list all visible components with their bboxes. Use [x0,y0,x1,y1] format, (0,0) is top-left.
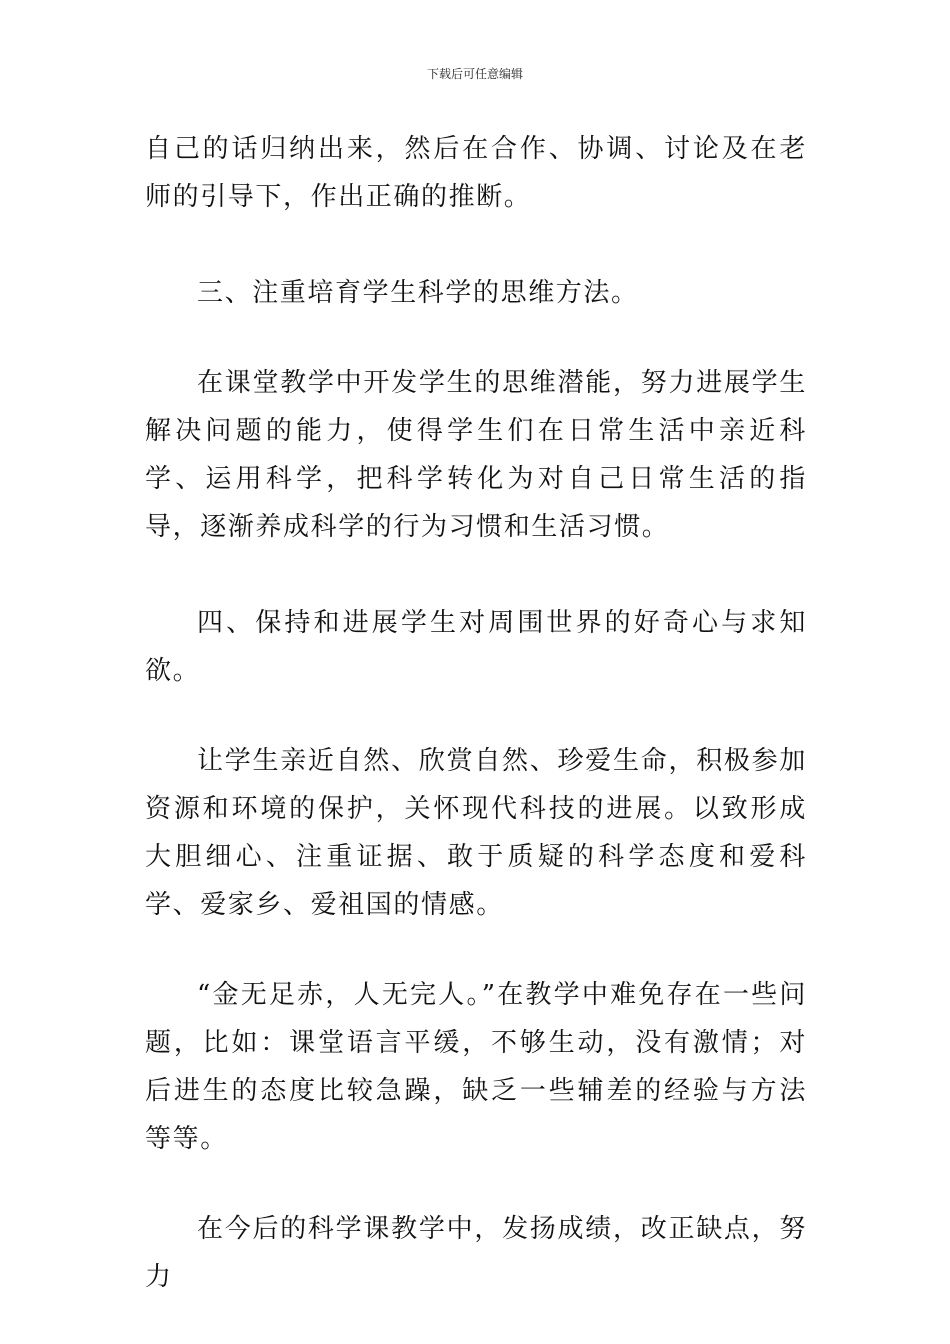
page-header: 下载后可任意编辑 [426,67,523,81]
paragraph-spacer [145,695,807,737]
paragraph-spacer [145,317,807,359]
section-heading-3: 三、注重培育学生科学的思维方法。 [197,278,639,308]
paragraph-spacer [145,929,807,971]
paragraph-shortcomings: “金无足赤，人无完人。”在教学中难免存在一些问题，比如：课堂语言平缓，不够生动，没有激情；对后进生的态度比较急躁，缺乏一些辅差的经验与方法等等。 [145,980,807,1154]
paragraph-future-plan: 在今后的科学课教学中，发扬成绩，改正缺点，努力 [145,1214,807,1292]
section-heading-4: 四、保持和进展学生对周围世界的好奇心与求知欲。 [145,608,807,686]
paragraph-spacer [145,1163,807,1205]
paragraph-spacer [145,551,807,599]
paragraph-curiosity: 让学生亲近自然、欣赏自然、珍爱生命，积极参加资源和环境的保护，关怀现代科技的进展。以致形成大胆细心、注重证据、敢于质疑的科学态度和爱科学、爱家乡、爱祖国的情感。 [145,746,807,920]
paragraph-thinking-methods: 在课堂教学中开发学生的思维潜能，努力进展学生解决问题的能力，使得学生们在日常生活中亲近科学、运用科学，把科学转化为对自己日常生活的指导，逐渐养成科学的行为习惯和生活习惯。 [145,368,807,542]
paragraph-continuation: 自己的话归纳出来，然后在合作、协调、讨论及在老师的引导下，作出正确的推断。 [145,134,807,212]
paragraph-spacer [145,221,807,269]
document-body [145,125,807,1301]
